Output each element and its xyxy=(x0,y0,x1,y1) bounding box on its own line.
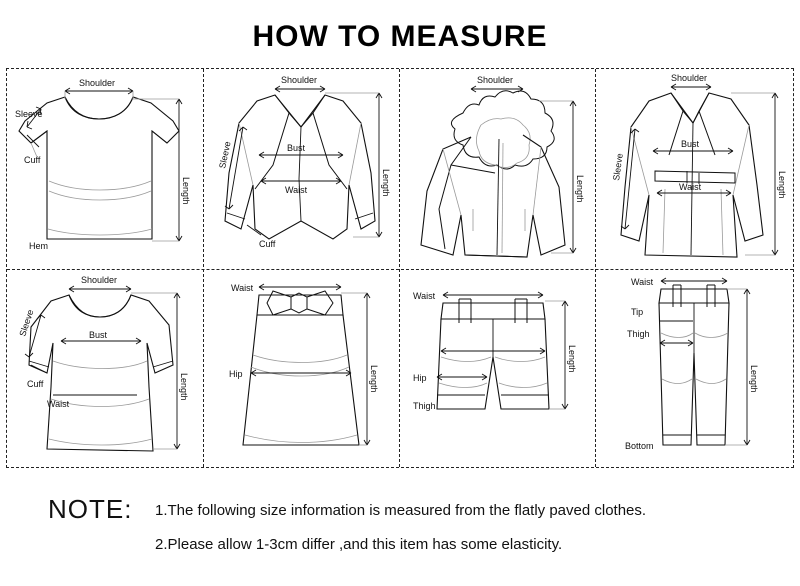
label-sleeve: Sleeve xyxy=(15,109,43,119)
cell-fur-coat xyxy=(399,69,595,269)
cell-blazer xyxy=(203,69,399,269)
label-thigh: Thigh xyxy=(627,329,650,339)
cell-pants xyxy=(595,269,795,469)
label-waist: Waist xyxy=(631,277,654,287)
label-length: Length xyxy=(179,373,189,401)
label-length: Length xyxy=(369,365,379,393)
note-line-1: 1.The following size information is measured from the flatly paved clothes. xyxy=(155,502,647,519)
label-cuff: Cuff xyxy=(27,379,44,389)
measurement-grid xyxy=(6,68,794,468)
label-bust: Bust xyxy=(287,143,306,153)
cell-tshirt xyxy=(7,69,203,269)
label-shoulder: Shoulder xyxy=(81,275,118,285)
label-tip: Tip xyxy=(631,307,644,317)
label-waist: Waist xyxy=(285,185,308,195)
note-label: NOTE: xyxy=(48,494,133,524)
label-waist: Waist xyxy=(679,182,702,192)
label-hip: Hip xyxy=(413,373,427,383)
label-sleeve: Sleeve xyxy=(611,152,625,182)
note-line-2: 2.Please allow 1-3cm differ ,and this item has some elasticity. xyxy=(155,536,563,553)
label-length: Length xyxy=(749,365,759,393)
label-waist: Waist xyxy=(231,283,254,293)
label-shoulder: Shoulder xyxy=(477,75,514,85)
label-thigh: Thigh xyxy=(413,401,436,411)
page-title: HOW TO MEASURE xyxy=(252,20,548,53)
label-cuff: Cuff xyxy=(259,239,276,249)
label-bust: Bust xyxy=(89,330,108,340)
label-hip: Hip xyxy=(229,369,243,379)
cell-skirt xyxy=(203,269,399,469)
label-length: Length xyxy=(567,345,577,373)
label-length: Length xyxy=(381,169,391,197)
label-shoulder: Shoulder xyxy=(79,78,116,88)
label-length: Length xyxy=(181,177,191,205)
label-cuff: Cuff xyxy=(24,155,41,165)
label-hem: Hem xyxy=(29,241,49,251)
label-length: Length xyxy=(777,171,787,199)
label-bust: Bust xyxy=(681,139,700,149)
label-waist: Waist xyxy=(413,291,436,301)
label-shoulder: Shoulder xyxy=(671,73,708,83)
cell-dress xyxy=(7,269,203,469)
label-length: Length xyxy=(575,175,585,203)
label-shoulder: Shoulder xyxy=(281,75,318,85)
cell-shorts xyxy=(399,269,595,469)
label-waist: Waist xyxy=(47,399,70,409)
label-sleeve: Sleeve xyxy=(217,140,233,170)
label-sleeve: Sleeve xyxy=(17,308,36,338)
label-bottom: Bottom xyxy=(625,441,654,451)
cell-trench-coat xyxy=(595,69,795,269)
